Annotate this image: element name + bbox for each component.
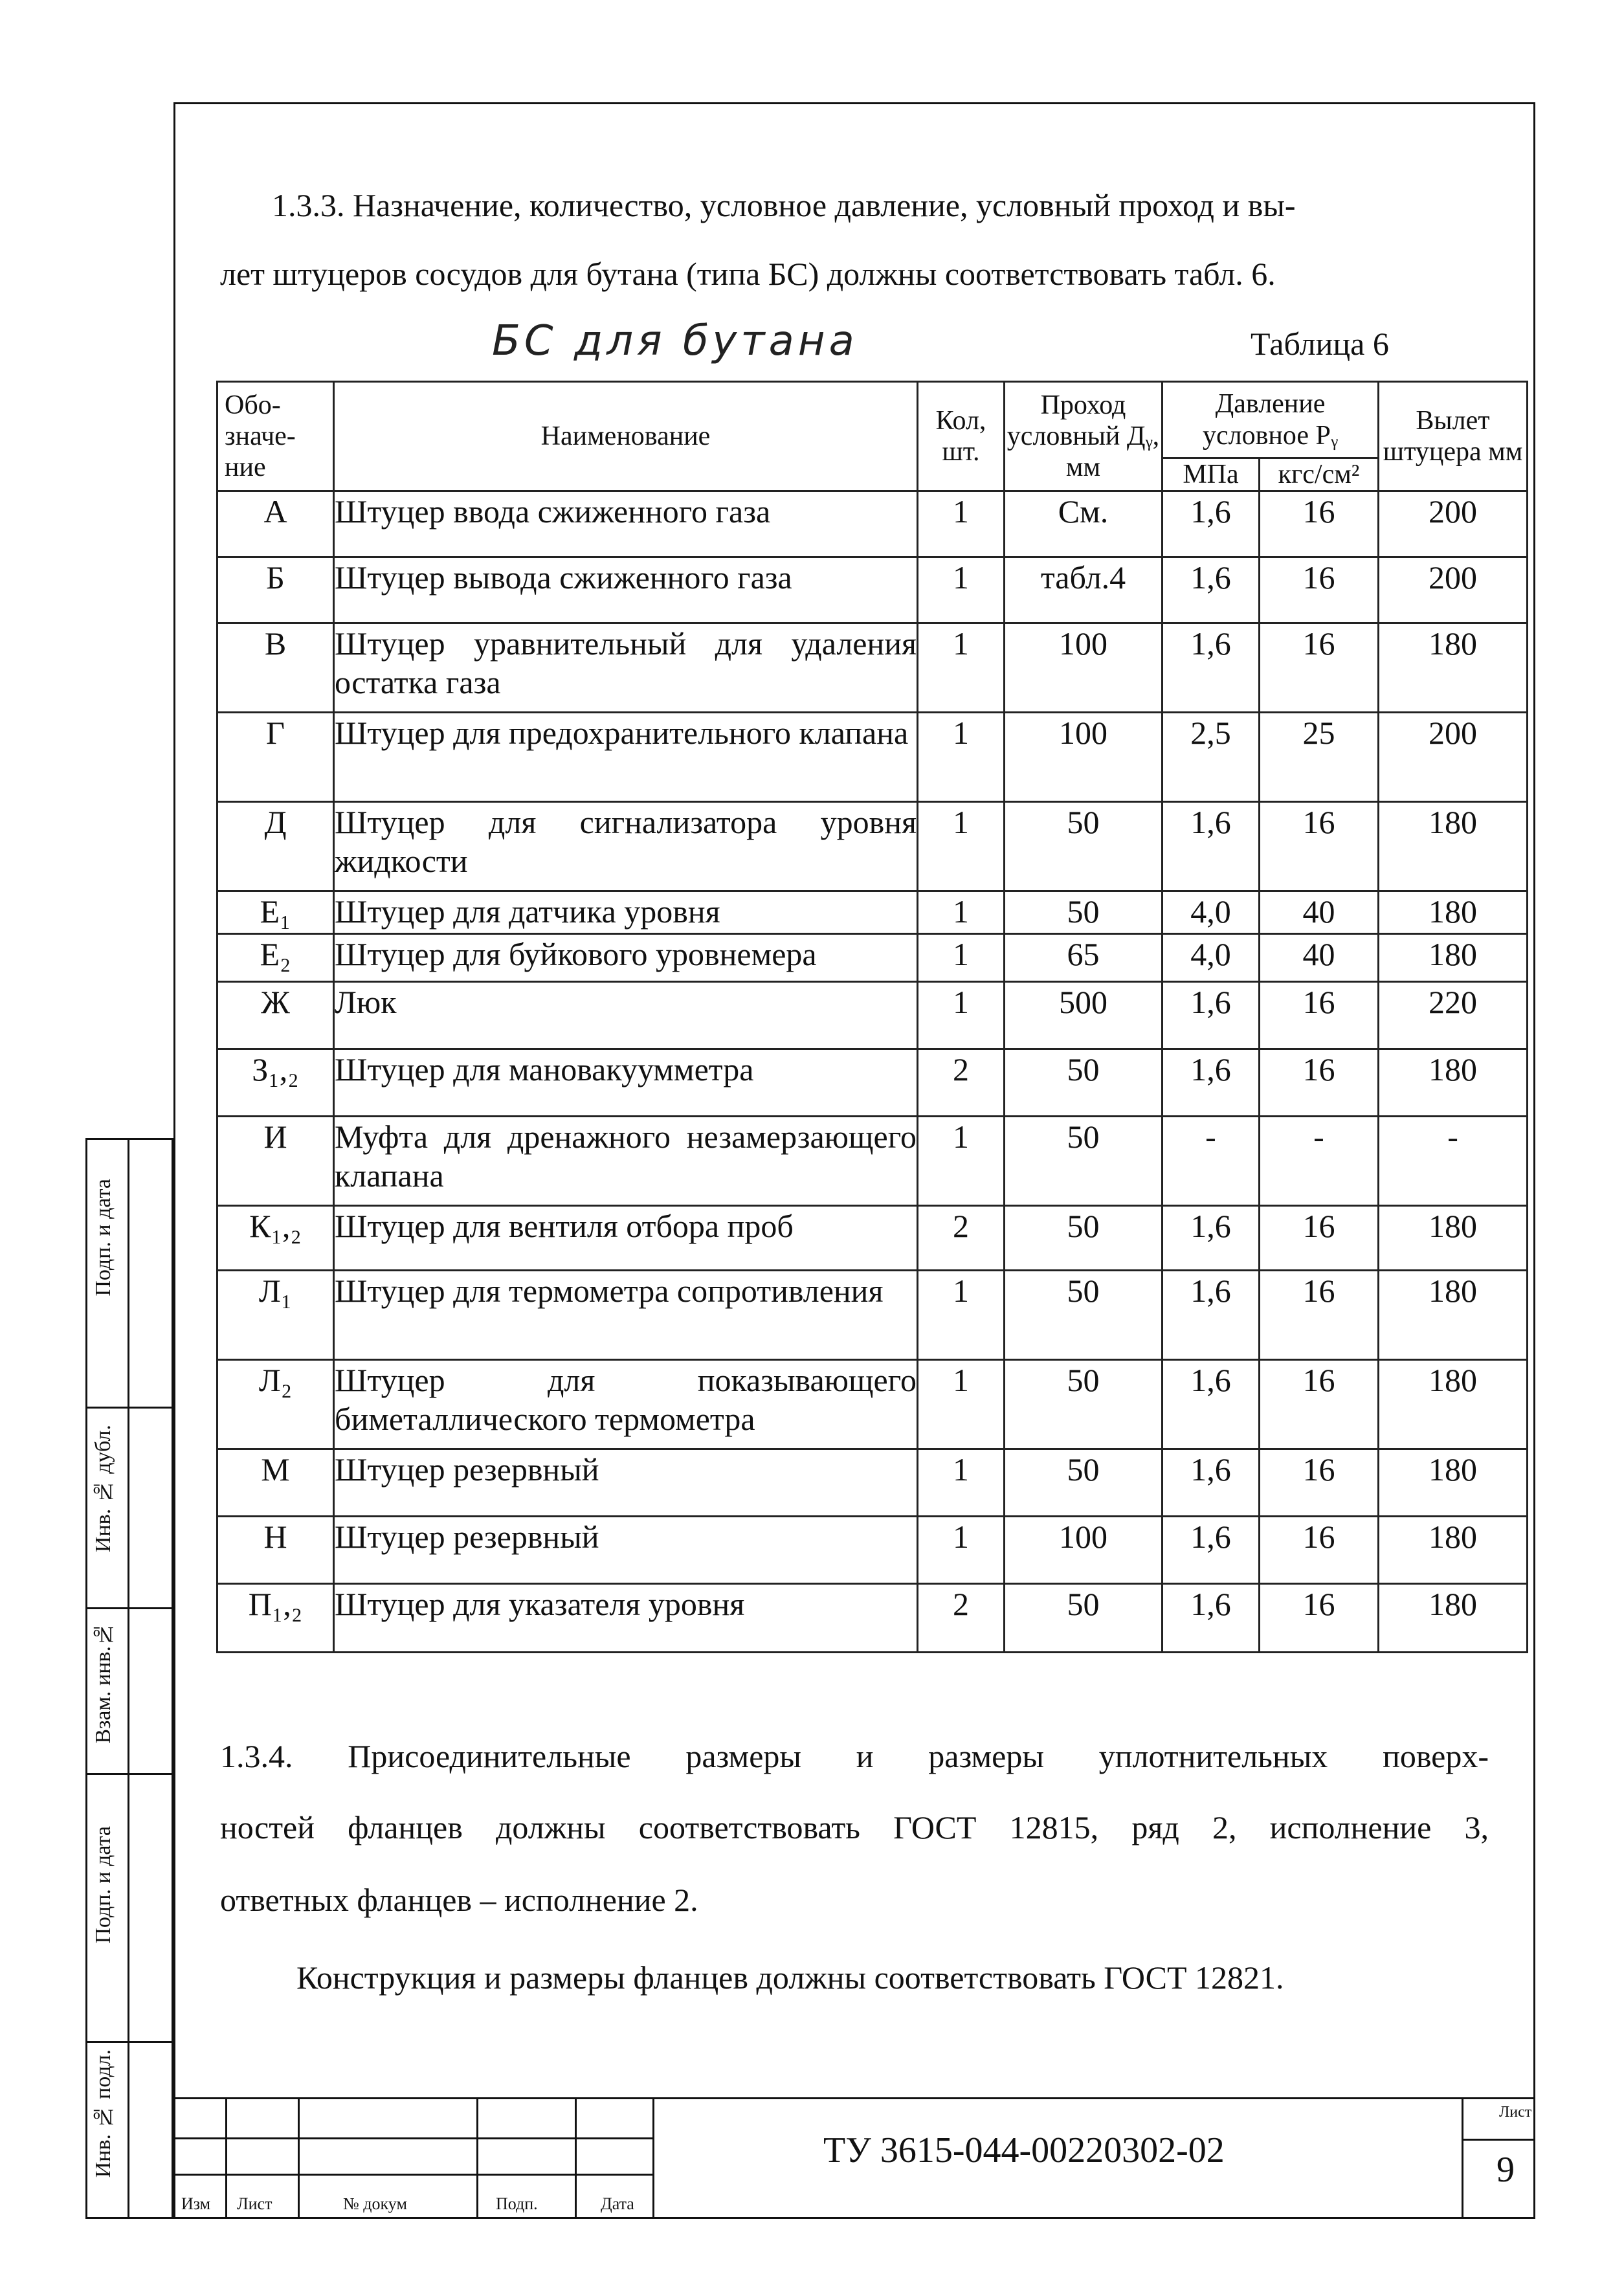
- row-pressure-kgf: 16: [1260, 1206, 1379, 1271]
- row-qty: 1: [918, 802, 1005, 891]
- row-passage: 50: [1005, 1049, 1162, 1117]
- row-pressure-kgf: 16: [1260, 1271, 1379, 1360]
- row-outlet: 180: [1379, 1360, 1528, 1449]
- header-passage: Проход условный Дᵧ, мм: [1005, 382, 1162, 491]
- row-outlet: 180: [1379, 1517, 1528, 1584]
- table-row: [217, 557, 1528, 623]
- row-pressure-mpa: 1,6: [1162, 491, 1260, 557]
- row-passage: 100: [1005, 1517, 1162, 1584]
- row-pressure-kgf: -: [1260, 1117, 1379, 1206]
- row-pressure-kgf: 16: [1260, 1517, 1379, 1584]
- sidebar-podp-data-2: Подп. и дата: [91, 1826, 115, 1944]
- row-qty: 1: [918, 1517, 1005, 1584]
- row-pressure-kgf: 16: [1260, 1584, 1379, 1653]
- row-qty: 1: [918, 557, 1005, 623]
- row-pressure-kgf: 25: [1260, 713, 1379, 802]
- row-code: Б: [217, 557, 334, 623]
- row-name: Штуцер для буйкового уровнемера: [334, 934, 918, 982]
- title-block-sign: Подп.: [496, 2194, 538, 2213]
- row-name: Штуцер ввода сжиженного газа: [334, 491, 918, 557]
- row-passage: 50: [1005, 1117, 1162, 1206]
- row-pressure-mpa: 1,6: [1162, 1449, 1260, 1517]
- table-row: [217, 802, 1528, 891]
- table-row: [217, 1206, 1528, 1271]
- row-name: Муфта для дренажного незамерзающего клапана: [334, 1117, 918, 1206]
- row-pressure-mpa: 1,6: [1162, 557, 1260, 623]
- row-pressure-mpa: 1,6: [1162, 623, 1260, 713]
- paragraph-line: ответных фланцев – исполнение 2.: [220, 1882, 698, 1918]
- sheet-label: Лист: [1499, 2104, 1532, 2121]
- header-pressure-mpa: МПа: [1162, 458, 1260, 491]
- row-outlet: 180: [1379, 1049, 1528, 1117]
- sidebar-inv-podl: Инв. № подл.: [91, 2049, 115, 2178]
- row-qty: 2: [918, 1206, 1005, 1271]
- row-name: Штуцер резервный: [334, 1449, 918, 1517]
- row-pressure-mpa: 4,0: [1162, 891, 1260, 934]
- table-row: [217, 1117, 1528, 1206]
- title-block-izm: Изм: [181, 2194, 211, 2213]
- row-outlet: -: [1379, 1117, 1528, 1206]
- paragraph-flanges: Конструкция и размеры фланцев должны соответствовать ГОСТ 12821.: [296, 1959, 1284, 1996]
- row-name: Штуцер для показывающего биметаллического термометра: [334, 1360, 918, 1449]
- table-row: [217, 934, 1528, 982]
- row-pressure-mpa: 1,6: [1162, 1584, 1260, 1653]
- title-block-doc: № докум: [343, 2194, 407, 2213]
- row-pressure-mpa: 4,0: [1162, 934, 1260, 982]
- row-pressure-kgf: 16: [1260, 802, 1379, 891]
- title-block-date: Дата: [601, 2194, 634, 2213]
- row-outlet: 180: [1379, 1584, 1528, 1653]
- row-qty: 1: [918, 891, 1005, 934]
- row-name: Штуцер для термометра сопротивления: [334, 1271, 918, 1360]
- table-row: [217, 491, 1528, 557]
- header-outlet: Вылет штуцера мм: [1379, 382, 1528, 491]
- sidebar-vzam-inv: Взам. инв.№: [91, 1622, 115, 1744]
- row-qty: 1: [918, 934, 1005, 982]
- table-row: [217, 1517, 1528, 1584]
- header-pressure: Давление условное Pᵧ: [1162, 382, 1379, 458]
- row-pressure-kgf: 16: [1260, 982, 1379, 1049]
- row-passage: 50: [1005, 1584, 1162, 1653]
- row-code: Е₁: [217, 891, 334, 934]
- row-passage: 50: [1005, 1449, 1162, 1517]
- row-code: К₁,₂: [217, 1206, 334, 1271]
- row-name: Штуцер для вентиля отбора проб: [334, 1206, 918, 1271]
- left-margin-stamp: [85, 1138, 173, 2219]
- row-qty: 1: [918, 1449, 1005, 1517]
- row-qty: 2: [918, 1584, 1005, 1653]
- row-name: Штуцер для предохранительного клапана: [334, 713, 918, 802]
- row-name: Штуцер для датчика уровня: [334, 891, 918, 934]
- row-qty: 1: [918, 1271, 1005, 1360]
- document-code: ТУ 3615-044-00220302-02: [823, 2130, 1225, 2170]
- row-qty: 1: [918, 1360, 1005, 1449]
- row-pressure-mpa: 1,6: [1162, 1049, 1260, 1117]
- sidebar-inv-dubl: Инв. № дубл.: [91, 1425, 115, 1553]
- row-code: Л₁: [217, 1271, 334, 1360]
- row-name: Штуцер для мановакуумметра: [334, 1049, 918, 1117]
- row-code: П₁,₂: [217, 1584, 334, 1653]
- row-code: А: [217, 491, 334, 557]
- row-code: И: [217, 1117, 334, 1206]
- header-name: Наименование: [334, 382, 918, 491]
- row-pressure-kgf: 16: [1260, 491, 1379, 557]
- row-qty: 1: [918, 982, 1005, 1049]
- row-pressure-kgf: 16: [1260, 623, 1379, 713]
- row-pressure-mpa: 1,6: [1162, 1271, 1260, 1360]
- sidebar-podp-data-1: Подп. и дата: [91, 1179, 115, 1297]
- row-outlet: 180: [1379, 1449, 1528, 1517]
- row-qty: 1: [918, 491, 1005, 557]
- row-outlet: 180: [1379, 1206, 1528, 1271]
- row-outlet: 200: [1379, 557, 1528, 623]
- fittings-table: [216, 381, 1528, 1653]
- row-pressure-mpa: 1,6: [1162, 1360, 1260, 1449]
- row-passage: 100: [1005, 713, 1162, 802]
- row-code: Ж: [217, 982, 334, 1049]
- row-passage: 65: [1005, 934, 1162, 982]
- row-passage: 50: [1005, 891, 1162, 934]
- row-name: Штуцер резервный: [334, 1517, 918, 1584]
- row-qty: 1: [918, 713, 1005, 802]
- row-code: Л₂: [217, 1360, 334, 1449]
- row-code: Д: [217, 802, 334, 891]
- row-qty: 2: [918, 1049, 1005, 1117]
- header-qty: Кол, шт.: [918, 382, 1005, 491]
- row-pressure-kgf: 16: [1260, 1360, 1379, 1449]
- row-passage: 50: [1005, 1360, 1162, 1449]
- intro-line-2: лет штуцеров сосудов для бутана (типа БС) должны соответствовать табл. 6.: [220, 256, 1276, 292]
- row-outlet: 180: [1379, 1271, 1528, 1360]
- header-pressure-kgf: кгс/см²: [1260, 458, 1379, 491]
- row-outlet: 180: [1379, 934, 1528, 982]
- row-outlet: 180: [1379, 623, 1528, 713]
- row-pressure-mpa: 1,6: [1162, 802, 1260, 891]
- row-passage: 100: [1005, 623, 1162, 713]
- row-pressure-kgf: 16: [1260, 557, 1379, 623]
- row-name: Штуцер для указателя уровня: [334, 1584, 918, 1653]
- paragraph-line: 1.3.4. Присоединительные размеры и размеры уплотнительных поверх-: [220, 1738, 1489, 1774]
- table-row: [217, 1360, 1528, 1449]
- table-row: [217, 1049, 1528, 1117]
- table-row: [217, 1271, 1528, 1360]
- row-passage: 500: [1005, 982, 1162, 1049]
- row-pressure-mpa: -: [1162, 1117, 1260, 1206]
- row-name: Штуцер для сигнализатора уровня жидкости: [334, 802, 918, 891]
- row-outlet: 200: [1379, 713, 1528, 802]
- row-code: М: [217, 1449, 334, 1517]
- row-outlet: 220: [1379, 982, 1528, 1049]
- header-code: Обо-значе-ние: [217, 382, 334, 491]
- row-outlet: 180: [1379, 802, 1528, 891]
- table-row: [217, 891, 1528, 934]
- row-pressure-mpa: 2,5: [1162, 713, 1260, 802]
- row-passage: См.: [1005, 491, 1162, 557]
- row-name: Штуцер вывода сжиженного газа: [334, 557, 918, 623]
- row-pressure-mpa: 1,6: [1162, 1206, 1260, 1271]
- sheet-number: 9: [1496, 2150, 1515, 2190]
- paragraph-line: ностей фланцев должны соответствовать ГОСТ 12815, ряд 2, исполнение 3,: [220, 1809, 1489, 1845]
- row-passage: 50: [1005, 1271, 1162, 1360]
- table-row: [217, 713, 1528, 802]
- row-code: В: [217, 623, 334, 713]
- row-name: Штуцер уравнительный для удаления остатка газа: [334, 623, 918, 713]
- row-outlet: 180: [1379, 891, 1528, 934]
- row-passage: табл.4: [1005, 557, 1162, 623]
- row-pressure-kgf: 16: [1260, 1449, 1379, 1517]
- table-row: [217, 1449, 1528, 1517]
- handwritten-note: БС для бутана: [492, 317, 858, 365]
- table-row: [217, 982, 1528, 1049]
- row-code: Н: [217, 1517, 334, 1584]
- table-row: [217, 623, 1528, 713]
- row-passage: 50: [1005, 802, 1162, 891]
- row-qty: 1: [918, 1117, 1005, 1206]
- row-pressure-mpa: 1,6: [1162, 982, 1260, 1049]
- row-code: Г: [217, 713, 334, 802]
- row-name: Люк: [334, 982, 918, 1049]
- title-block-list: Лист: [237, 2194, 273, 2213]
- row-pressure-mpa: 1,6: [1162, 1517, 1260, 1584]
- row-pressure-kgf: 16: [1260, 1049, 1379, 1117]
- table-row: [217, 1584, 1528, 1653]
- table-caption: Таблица 6: [1251, 326, 1389, 362]
- row-pressure-kgf: 40: [1260, 891, 1379, 934]
- intro-line-1: 1.3.3. Назначение, количество, условное давление, условный проход и вы-: [272, 187, 1296, 223]
- row-pressure-kgf: 40: [1260, 934, 1379, 982]
- row-code: Е₂: [217, 934, 334, 982]
- row-outlet: 200: [1379, 491, 1528, 557]
- row-code: З₁,₂: [217, 1049, 334, 1117]
- row-passage: 50: [1005, 1206, 1162, 1271]
- row-qty: 1: [918, 623, 1005, 713]
